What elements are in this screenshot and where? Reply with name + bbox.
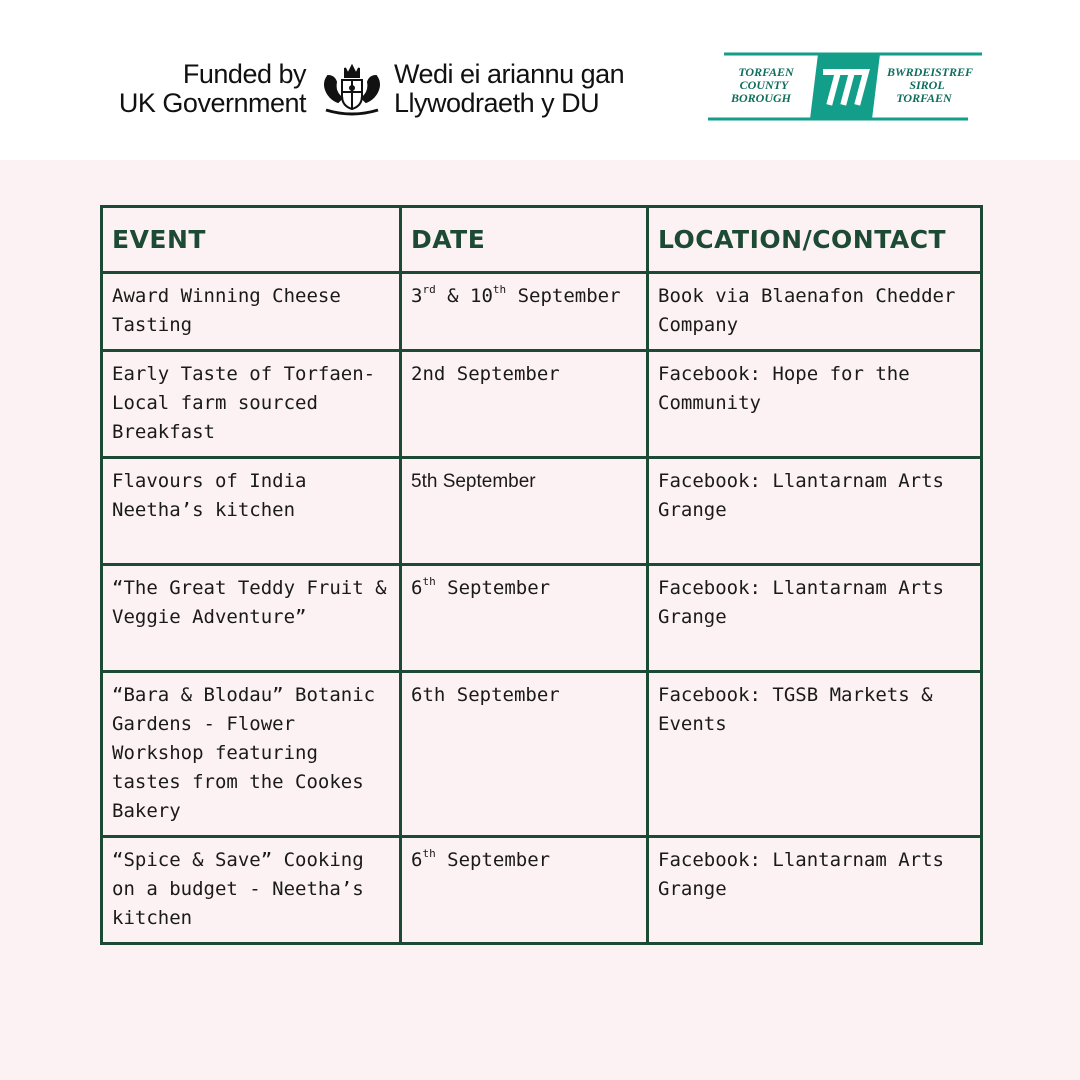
- date-cell: 3rd & 10th September: [401, 273, 648, 351]
- royal-coat-of-arms-icon: [320, 60, 384, 118]
- table-row: [102, 837, 982, 944]
- events-table: [100, 205, 983, 945]
- logo-right-line-1: BWRDEISTREF: [886, 65, 974, 79]
- event-cell: Early Taste of Torfaen- Local farm sourced Breakfast: [102, 351, 401, 458]
- location-cell: Facebook: Hope for the Community: [648, 351, 982, 458]
- logo-left-line-1: TORFAEN: [738, 65, 794, 79]
- torfaen-county-borough-logo: [706, 52, 984, 122]
- date-cell: 6th September: [401, 565, 648, 672]
- events-table-container: [100, 205, 980, 945]
- logo-right-line-3: TORFAEN: [896, 91, 952, 105]
- date-cell: 5th September: [401, 458, 648, 565]
- event-cell: “Spice & Save” Cooking on a budget - Neetha’s kitchen: [102, 837, 401, 944]
- event-column-header: EVENT: [102, 207, 401, 273]
- location-column-header: LOCATION/CONTACT: [648, 207, 982, 273]
- date-cell: 6th September: [401, 672, 648, 837]
- date-cell: 6th September: [401, 837, 648, 944]
- event-cell: Flavours of India Neetha’s kitchen: [102, 458, 401, 565]
- date-cell: 2nd September: [401, 351, 648, 458]
- logo-left-line-2: COUNTY: [739, 78, 789, 92]
- event-cell: Award Winning Cheese Tasting: [102, 273, 401, 351]
- logo-right-line-2: SIROL: [909, 78, 945, 92]
- table-row: [102, 672, 982, 837]
- event-cell: “Bara & Blodau” Botanic Gardens - Flower Workshop featuring tastes from the Cookes Bakery: [102, 672, 401, 837]
- welsh-line-2: Llywodraeth y DU: [394, 88, 600, 118]
- location-cell: Book via Blaenafon Chedder Company: [648, 273, 982, 351]
- welsh-line-1: Wedi ei ariannu gan: [394, 59, 625, 89]
- table-row: [102, 565, 982, 672]
- table-row: [102, 273, 982, 351]
- location-cell: Facebook: TGSB Markets & Events: [648, 672, 982, 837]
- funded-line-1: Funded by: [182, 59, 306, 89]
- event-cell: “The Great Teddy Fruit & Veggie Adventure”: [102, 565, 401, 672]
- location-cell: Facebook: Llantarnam Arts Grange: [648, 458, 982, 565]
- table-row: [102, 458, 982, 565]
- funded-line-2: UK Government: [118, 88, 306, 118]
- table-row: [102, 351, 982, 458]
- date-column-header: DATE: [401, 207, 648, 273]
- logo-left-line-3: BOROUGH: [730, 91, 792, 105]
- table-header-row: [102, 207, 982, 273]
- location-cell: Facebook: Llantarnam Arts Grange: [648, 837, 982, 944]
- welsh-funding-text: [394, 60, 674, 118]
- funding-header: [0, 0, 1080, 160]
- funded-by-text: [96, 60, 306, 118]
- location-cell: Facebook: Llantarnam Arts Grange: [648, 565, 982, 672]
